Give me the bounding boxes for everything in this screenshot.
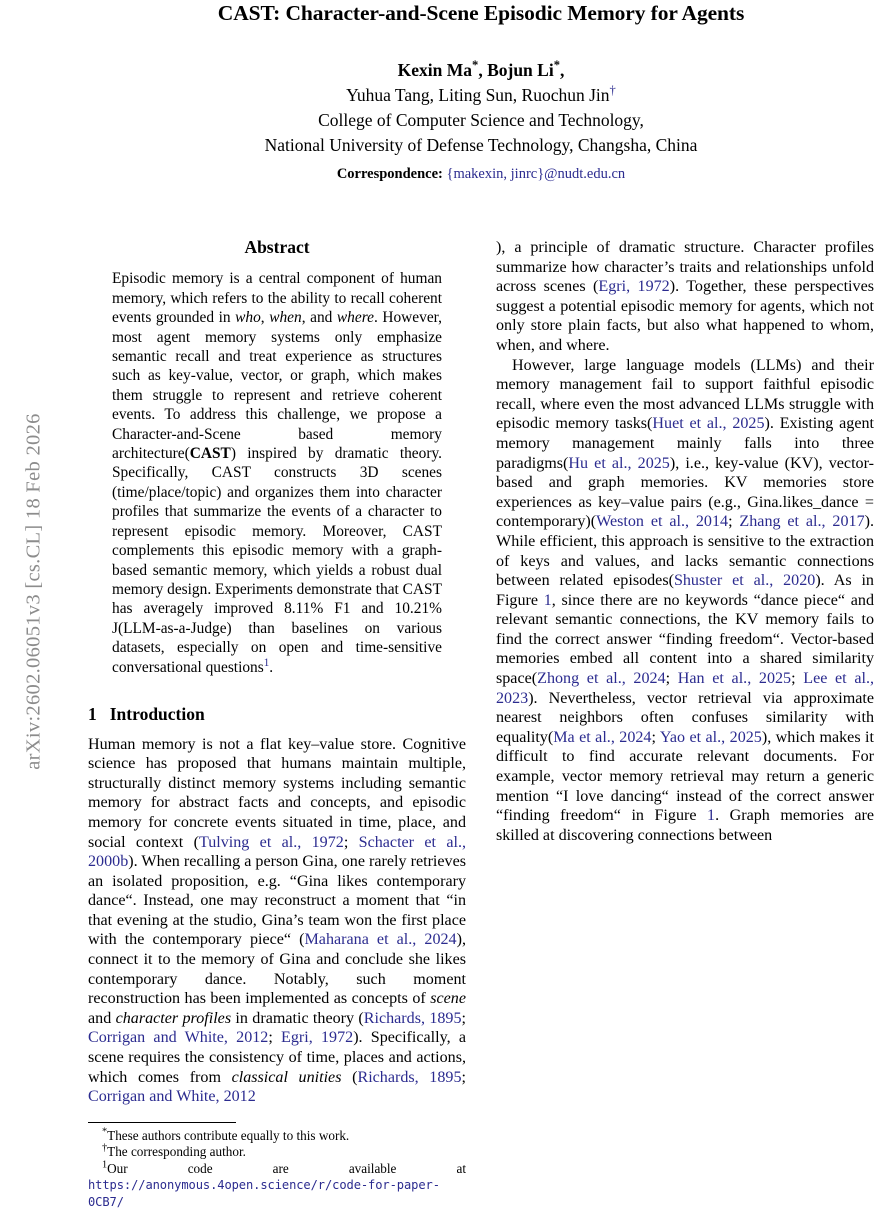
abstract-em-who: who	[235, 309, 261, 327]
abstract-strong-cast: CAST	[189, 445, 231, 463]
section-title: Introduction	[109, 703, 205, 724]
citation-yao-2025[interactable]: Yao et al., 2025	[659, 728, 762, 746]
intro2-frag-10: ). Nevertheless, vector retrieval via approximate nearest neighbors often confuses similarity with equality(	[496, 689, 874, 746]
section-number: 1	[88, 703, 97, 724]
author-footnote-dagger: †	[609, 83, 616, 98]
abstract-frag-2: ,	[260, 309, 270, 327]
citation-tulving-1972[interactable]: Tulving et al., 1972	[198, 833, 344, 851]
citation-corrigan-white-2012-a[interactable]: Corrigan and White, 2012	[88, 1029, 269, 1047]
intro-frag-2: ;	[343, 833, 359, 851]
footnote-1-marker: *	[102, 1126, 108, 1138]
intro-paragraph-1-continued	[496, 238, 874, 356]
intro2-frag-5: ). While efficient, this approach is sensitive to the extraction of keys and values, and lacks semantic connections between related episodes(	[496, 513, 875, 590]
intro2-frag-1: However, large language models (LLMs) and their memory management fail to support faithful episodic recall, where even the most advanced LLMs struggle with episodic memory tasks(	[496, 356, 874, 433]
abstract-footnote-ref[interactable]: 1	[263, 656, 270, 669]
citation-egri-1972-a[interactable]: Egri, 1972	[281, 1029, 354, 1047]
correspondence-label: Correspondence:	[336, 166, 443, 182]
intro-frag-3: ). When recalling a person Gina, one rarely retrieves an isolated proposition, e.g. “Gina likes contemporary dance“. Instead, one may reconstruct a moment that “in that evening at the studio, Gina’s team won the first place with the contemporary piece“ (	[88, 853, 466, 949]
footnote-2-text: The corresponding author.	[107, 1144, 246, 1160]
intro-frag-13: ). Together, these perspectives suggest a potential episodic memory for agents, which not only store plain facts, but also what happened to whom, when, and where.	[496, 278, 874, 354]
intro-frag-6: in dramatic theory (	[231, 1009, 364, 1027]
author-sep-2: ,	[559, 60, 565, 80]
citation-weston-2014[interactable]: Weston et al., 2014	[596, 513, 729, 531]
intro-frag-11: ;	[461, 1068, 466, 1086]
intro-paragraph-2	[496, 356, 874, 846]
intro2-frag-11: ;	[651, 728, 660, 746]
citation-richards-1895-a[interactable]: Richards, 1895	[363, 1009, 462, 1027]
intro2-frag-12: ), which makes it difficult to find accurate relevant documents. For example, vector memory retrieval may return a generic mention “I love dancing“ instead of the correct answer “finding freedom“ in Figure	[496, 728, 874, 825]
abstract-section	[112, 238, 442, 677]
citation-hu-2025[interactable]: Hu et al., 2025	[568, 454, 670, 472]
intro2-frag-13: . Graph memories are skilled at discovering connections between	[496, 807, 874, 844]
abstract-frag-5: ) inspired by dramatic theory. Specifically, CAST constructs 3D scenes (time/place/topic) and organizes them into character profiles that summarize the events of a character to represent episodic memory. Moreover, CAST complements this episodic memory with a graph-based semantic memory, which yields a robust dual memory design. Experiments demonstrate that CAST has averagely improved 8.11% F1 and 10.21% J(LLM-as-a-Judge) than baselines on various datasets, especially on open and time-sensitive conversational questions	[112, 445, 442, 676]
author-block	[88, 58, 874, 187]
intro-em-classical-unities: classical unities	[231, 1068, 342, 1086]
abstract-em-where: where	[336, 309, 374, 327]
right-column	[496, 238, 874, 845]
abstract-heading: Abstract	[244, 237, 310, 257]
figure-reference-1b[interactable]: 1	[707, 807, 716, 825]
intro2-frag-8: ;	[665, 670, 678, 688]
footnote-separator-rule	[88, 1122, 236, 1123]
abstract-frag-3: , and	[301, 309, 337, 327]
intro2-frag-4: ;	[728, 513, 740, 531]
intro-frag-8: ;	[268, 1029, 282, 1047]
author-footnote-star-1: *	[472, 58, 479, 73]
abstract-frag-1: Episodic memory is a central component of human memory, which refers to the ability to recall coherent events grounded in	[112, 270, 442, 327]
footnote-3	[88, 1161, 466, 1210]
citation-richards-1895-b[interactable]: Richards, 1895	[357, 1068, 462, 1086]
footnote-3-url[interactable]: https://anonymous.4open.science/r/code-for-paper-0CB7/	[88, 1178, 440, 1209]
intro-frag-1: Human memory is not a flat key–value store. Cognitive science has proposed that humans maintain multiple, structurally distinct memory systems including semantic memory for abstract facts and concepts, and episodic memory for concrete events situated in time, place, and social context (	[88, 735, 466, 851]
author-line-primary	[88, 58, 874, 83]
citation-lee-2023[interactable]: Lee et al., 2023	[496, 670, 874, 707]
author-line-secondary	[88, 83, 874, 108]
citation-shuster-2020[interactable]: Shuster et al., 2020	[673, 572, 816, 590]
citation-maharana-2024[interactable]: Maharana et al., 2024	[304, 931, 457, 949]
citation-huet-2025[interactable]: Huet et al., 2025	[652, 415, 765, 433]
author-kexin-ma: Kexin Ma	[397, 60, 473, 80]
footnote-3-marker: 1	[102, 1159, 108, 1171]
footnote-2-marker: †	[102, 1143, 108, 1155]
section-heading-introduction	[88, 705, 466, 725]
abstract-text	[112, 269, 442, 677]
left-column	[88, 238, 466, 1107]
intro-em-scene: scene	[430, 990, 466, 1008]
intro-frag-4: ), connect it to the memory of Gina and conclude she likes contemporary dance. Notably, such moment reconstruction has been implemented as concepts of	[88, 931, 466, 1008]
intro-frag-5: and	[88, 1009, 116, 1027]
footnotes-block	[88, 1122, 466, 1210]
affiliation-line-2: National University of Defense Technology, Changsha, China	[264, 135, 698, 155]
abstract-frag-6: .	[269, 658, 274, 676]
intro-frag-10: (	[341, 1068, 358, 1086]
citation-schacter-2000b[interactable]: Schacter et al., 2000b	[88, 833, 466, 871]
citation-zhong-2024[interactable]: Zhong et al., 2024	[537, 670, 666, 688]
author-footnote-star-2: *	[553, 58, 560, 73]
footnote-1-text: These authors contribute equally to this work.	[107, 1128, 350, 1143]
intro2-frag-7: , since there are no keywords “dance piece“ and relevant semantic connections, the KV memory fails to find the correct answer “finding freedom“. Vector-based memories embed all content into a shared similarity space(	[496, 591, 874, 688]
intro2-frag-3: ), i.e., key-value (KV), vector-based and graph memories. KV memories store experiences as key–value pairs (e.g., Gina.likes_dance = contemporary)(	[496, 454, 874, 531]
author-sep-1: , Bojun Li	[478, 60, 554, 80]
author-names-secondary: Yuhua Tang, Liting Sun, Ruochun Jin	[346, 85, 610, 105]
intro2-frag-9: ;	[791, 670, 804, 688]
footnote-3-text: Our code are available at	[107, 1160, 466, 1176]
intro2-frag-2: ). Existing agent memory management mainly falls into three paradigms(	[496, 415, 874, 472]
page-title: CAST: Character-and-Scene Episodic Memory for Agents	[217, 1, 745, 25]
footnote-1	[88, 1128, 466, 1144]
arxiv-identifier-stamp: arXiv:2602.06051v3 [cs.CL] 18 Feb 2026	[22, 413, 45, 770]
affiliation-line-1: College of Computer Science and Technology,	[318, 110, 644, 130]
footnote-2	[88, 1144, 466, 1160]
abstract-em-when: when	[269, 309, 302, 327]
intro-frag-12: ), a principle of dramatic structure. Character profiles summarize how character’s traits and relationships unfold across scenes (	[496, 239, 874, 296]
figure-reference-1a[interactable]: 1	[543, 591, 552, 609]
citation-corrigan-white-2012-b[interactable]: Corrigan and White, 2012	[88, 1088, 256, 1106]
intro-frag-9: ). Specifically, a scene requires the consistency of time, places and actions, which comes from	[88, 1029, 466, 1086]
correspondence-line	[88, 162, 874, 187]
citation-zhang-2017[interactable]: Zhang et al., 2017	[739, 513, 865, 531]
intro-frag-7: ;	[461, 1009, 467, 1027]
intro-em-character-profiles: character profiles	[115, 1009, 232, 1027]
intro2-frag-6: ). As in Figure	[496, 572, 874, 609]
abstract-frag-4: . However, most agent memory systems only emphasize semantic recall and treat experience as structures such as key-value, vector, or graph, which makes them struggle to represent and retrieve coherent events. To address this challenge, we propose a Character-and-Scene based memory architecture(	[112, 309, 443, 463]
citation-egri-1972-b[interactable]: Egri, 1972	[598, 278, 670, 296]
intro-paragraph-1	[88, 735, 466, 1107]
citation-han-2025[interactable]: Han et al., 2025	[677, 670, 792, 688]
citation-ma-2024[interactable]: Ma et al., 2024	[553, 728, 652, 746]
correspondence-email[interactable]: {makexin, jinrc}@nudt.edu.cn	[446, 166, 626, 182]
